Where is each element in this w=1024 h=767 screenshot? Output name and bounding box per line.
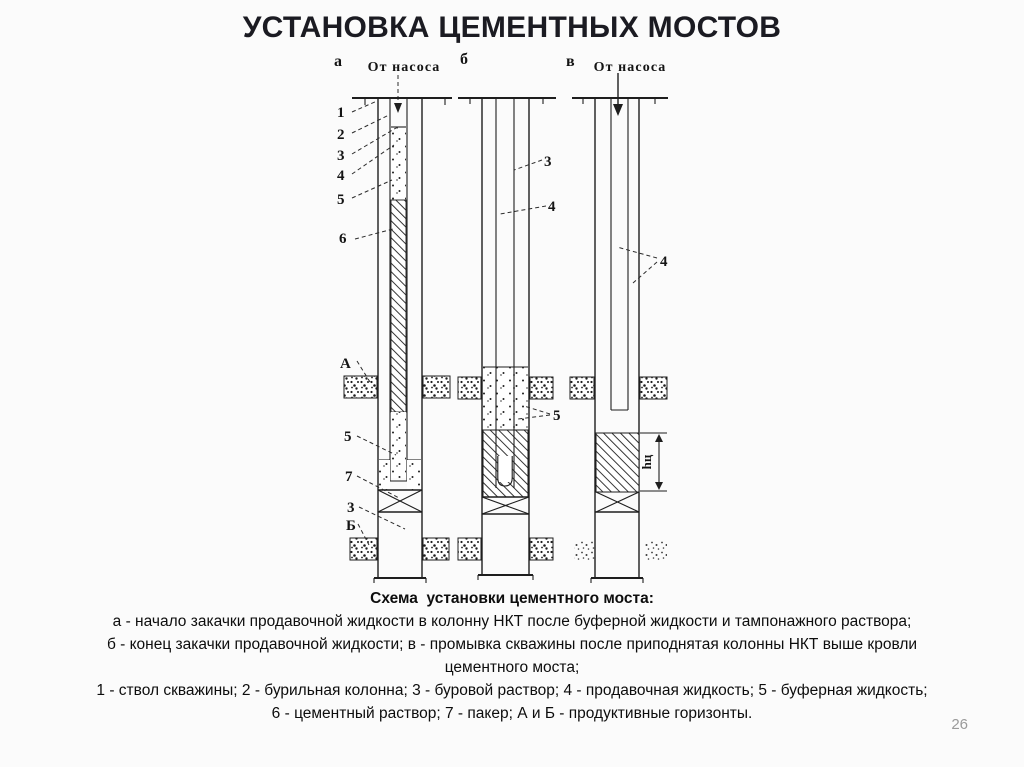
- horizon-b-blocks-a: [350, 538, 449, 560]
- callouts-v: [617, 247, 668, 283]
- horizon-b-blocks-v: [574, 540, 667, 560]
- callout-7: 7: [345, 469, 353, 485]
- callout-horizon-a: А: [340, 356, 351, 372]
- dim-label-h: hц: [639, 454, 654, 470]
- panel-label-b: б: [460, 51, 468, 68]
- callout-3-b: 3: [544, 154, 552, 170]
- well-bottom-a: [374, 578, 426, 583]
- figure-caption: [0, 587, 1024, 725]
- tubing-fill-a: [391, 127, 406, 478]
- horizon-b-blocks-b: [458, 538, 553, 560]
- caption-line: а - начало закачки продавочной жидкости в колонну НКТ после буферной жидкости и тампонажного раствора;: [112, 613, 912, 630]
- well-bottom-b: [478, 575, 533, 580]
- callout-4-b: 4: [548, 199, 556, 215]
- casing-b: [482, 98, 529, 575]
- buffer-fluid-lower-a: [391, 412, 406, 478]
- buffer-fluid-upper-a: [391, 127, 406, 200]
- pump-flow-arrow-solid: [613, 73, 623, 116]
- cement-bridge-v: [596, 433, 639, 492]
- callout-4: 4: [337, 168, 345, 184]
- callout-2: 2: [337, 127, 345, 143]
- callout-4-v: 4: [660, 254, 668, 270]
- packer-a: [378, 490, 422, 512]
- callout-5: 5: [337, 192, 345, 208]
- buffer-fluid-b: [483, 367, 528, 430]
- caption-line: б - конец закачки продавочной жидкости; в - промывка скважины после приподнятая колонны НКТ выше кровли: [106, 636, 918, 653]
- well-v: [566, 53, 668, 583]
- pump-label-v: От насоса: [593, 60, 667, 75]
- callout-3b: 3: [347, 500, 355, 516]
- well-a: [334, 53, 452, 583]
- cement-bridge-diagram: [330, 50, 675, 585]
- page-number: 26: [951, 716, 968, 733]
- slide-title: УСТАНОВКА ЦЕМЕНТНЫХ МОСТОВ: [242, 11, 782, 44]
- cement-slurry-a: [391, 200, 406, 412]
- caption-heading: Схема установки цементного моста:: [370, 590, 654, 607]
- tubing-v-lifted: [611, 98, 628, 410]
- caption-line: цементного моста;: [444, 659, 580, 676]
- packer-b: [482, 497, 529, 514]
- fills-b: [483, 367, 528, 497]
- horizon-a-blocks-v: [570, 377, 667, 399]
- callout-6: 6: [339, 231, 347, 247]
- callout-5b: 5: [344, 429, 352, 445]
- well-b: [458, 51, 561, 580]
- cement-height-dimension: [639, 433, 667, 491]
- packer-v: [595, 492, 639, 512]
- pump-flow-arrow-dashed: [394, 75, 402, 113]
- caption-line: 6 - цементный раствор; 7 - пакер; А и Б - продуктивные горизонты.: [271, 705, 753, 722]
- caption-line: 1 - ствол скважины; 2 - бурильная колонна; 3 - буровой раствор; 4 - продавочная жидкость; 5 - буферная жидкость;: [96, 682, 928, 699]
- panel-label-a: а: [334, 53, 342, 70]
- callout-5-b: 5: [553, 408, 561, 424]
- callout-3: 3: [337, 148, 345, 164]
- panel-label-v: в: [566, 53, 575, 70]
- pump-label-a: От насоса: [367, 60, 441, 75]
- callout-horizon-b: Б: [346, 518, 356, 534]
- well-bottom-v: [591, 578, 643, 583]
- casing-v: [595, 98, 639, 578]
- callout-1: 1: [337, 105, 345, 121]
